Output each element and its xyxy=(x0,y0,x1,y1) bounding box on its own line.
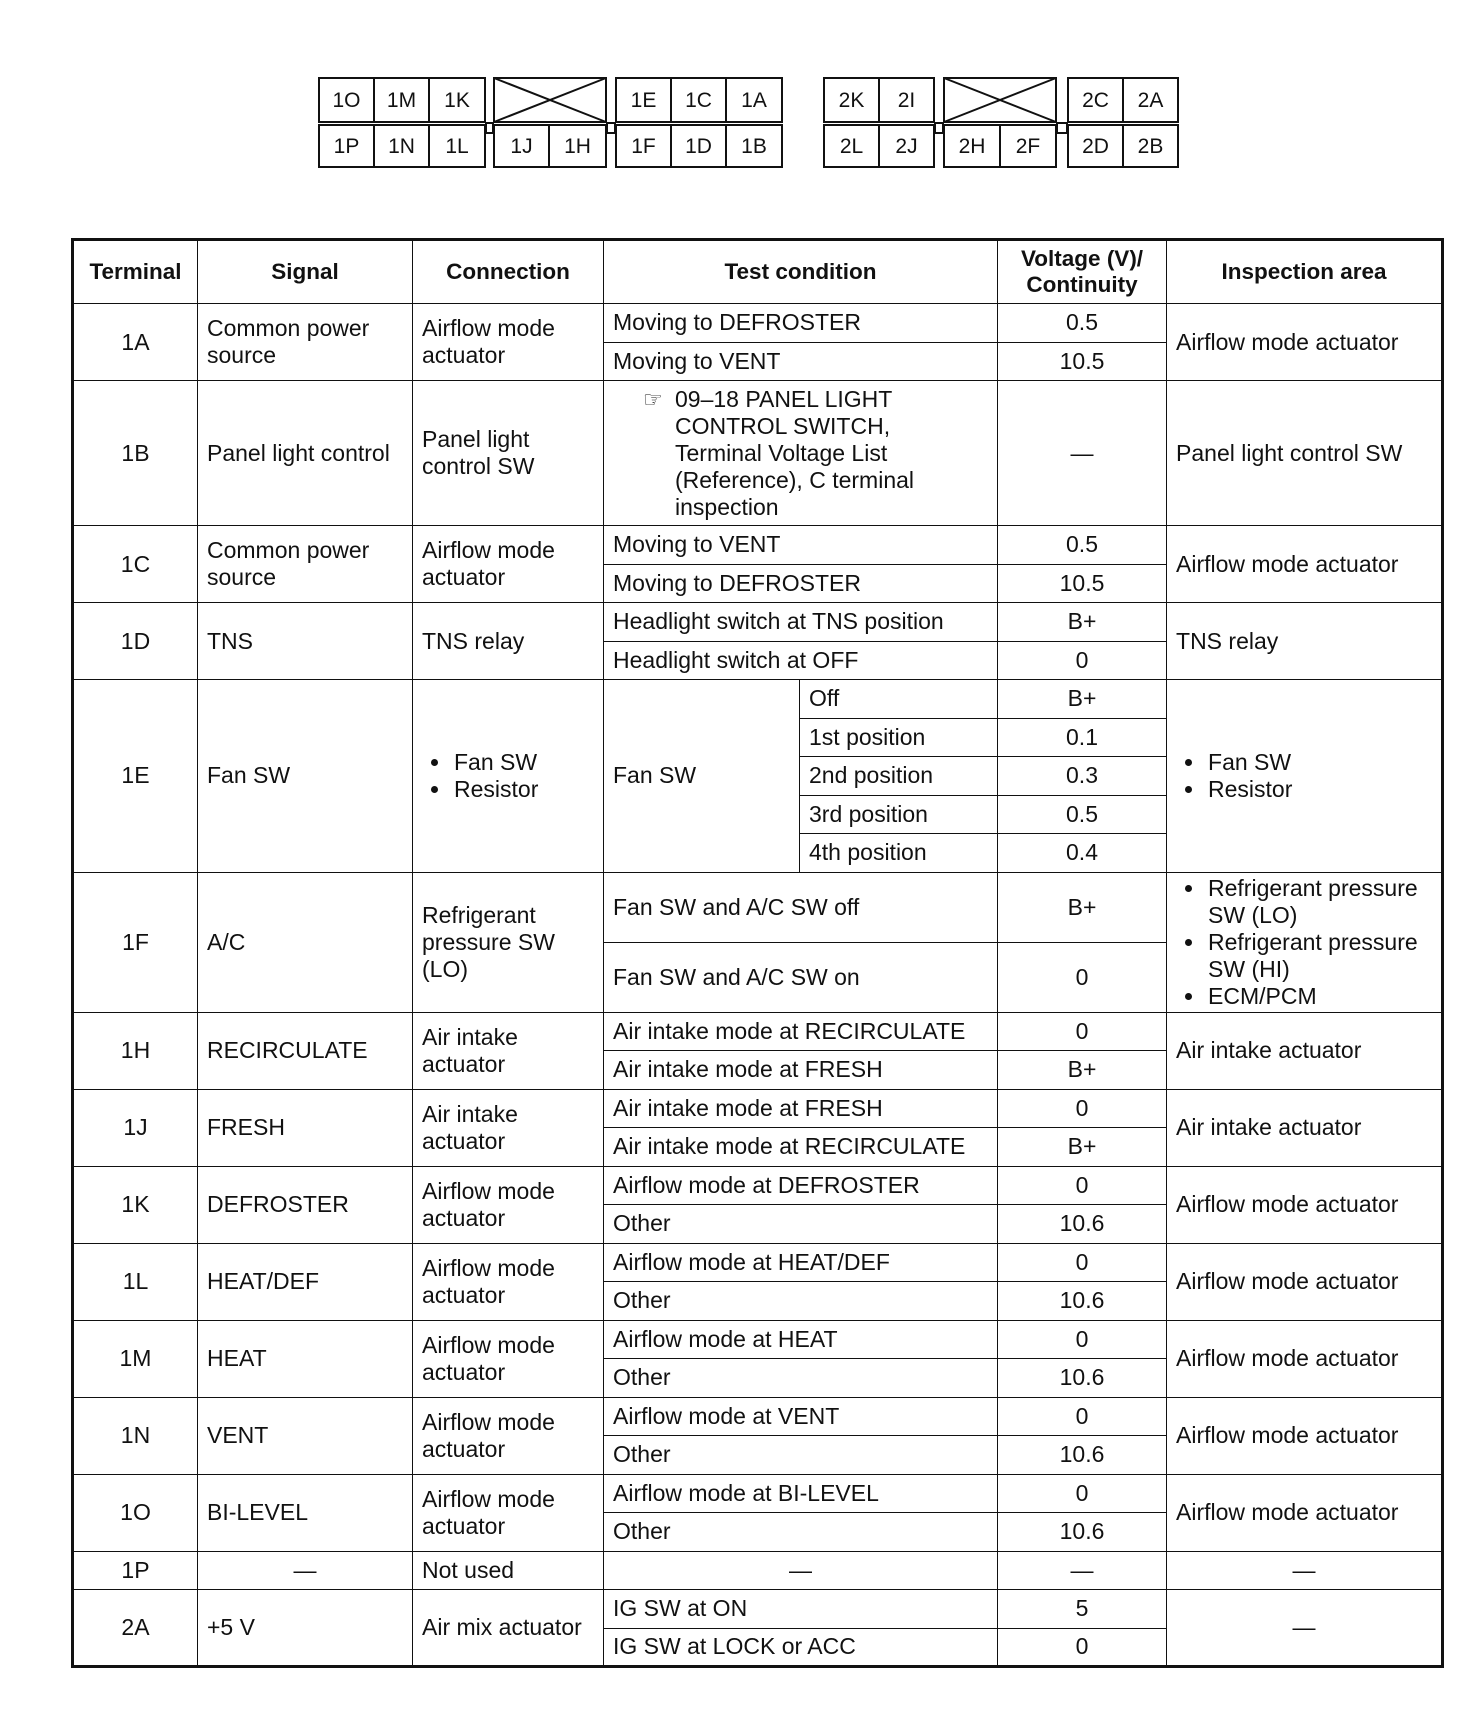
pin-1K: 1K xyxy=(428,77,486,123)
table-row xyxy=(73,304,1443,343)
pin-1C: 1C xyxy=(670,77,727,123)
table-row xyxy=(73,1166,1443,1205)
inspection-cell: Airflow mode actuator xyxy=(1167,304,1443,381)
voltage-cell: 0.5 xyxy=(998,304,1167,343)
voltage-cell: 10.6 xyxy=(998,1513,1167,1552)
table-row xyxy=(73,1320,1443,1359)
voltage-cell: 0 xyxy=(998,1166,1167,1205)
signal-cell: VENT xyxy=(198,1397,413,1474)
condition-cell: Airflow mode at HEAT xyxy=(604,1320,998,1359)
terminal-cell: 1H xyxy=(73,1012,198,1089)
table-row xyxy=(73,872,1443,942)
inspection-cell: Airflow mode actuator xyxy=(1167,1243,1443,1320)
inspection-cell: Airflow mode actuator xyxy=(1167,1474,1443,1551)
condition-cell: Other xyxy=(604,1359,998,1398)
terminal-cell: 1J xyxy=(73,1089,198,1166)
table-row xyxy=(73,526,1443,565)
fan-position-cell: 4th position xyxy=(800,834,998,873)
pin-2I: 2I xyxy=(878,77,935,123)
voltage-cell: 0 xyxy=(998,1628,1167,1667)
voltage-cell: 10.6 xyxy=(998,1436,1167,1475)
voltage-cell: 10.6 xyxy=(998,1359,1167,1398)
condition-cell: Other xyxy=(604,1205,998,1244)
inspection-cell: Airflow mode actuator xyxy=(1167,1397,1443,1474)
condition-cell: Airflow mode at DEFROSTER xyxy=(604,1166,998,1205)
signal-cell: HEAT xyxy=(198,1320,413,1397)
signal-cell: +5 V xyxy=(198,1590,413,1667)
header-test-condition: Test condition xyxy=(604,240,998,304)
connection-cell: Airflow mode actuator xyxy=(413,1166,604,1243)
terminal-cell: 1M xyxy=(73,1320,198,1397)
blank-cavity-x-mark xyxy=(493,77,607,123)
condition-cell: Airflow mode at BI-LEVEL xyxy=(604,1474,998,1513)
inspection-cell: Air intake actuator xyxy=(1167,1012,1443,1089)
condition-cell: Air intake mode at FRESH xyxy=(604,1089,998,1128)
pin-1H: 1H xyxy=(548,124,607,168)
signal-cell: TNS xyxy=(198,603,413,680)
voltage-cell: 5 xyxy=(998,1590,1167,1629)
inspection-cell: — xyxy=(1167,1590,1443,1667)
header-connection: Connection xyxy=(413,240,604,304)
list-item: • Resistor xyxy=(1206,776,1432,803)
terminal-cell: 1C xyxy=(73,526,198,603)
table-row xyxy=(73,1089,1443,1128)
reference-line: Terminal Voltage List xyxy=(675,439,888,466)
voltage-cell: B+ xyxy=(998,1128,1167,1167)
header-inspection-area: Inspection area xyxy=(1167,240,1443,304)
table-header-row xyxy=(73,240,1443,304)
voltage-cell: 10.6 xyxy=(998,1205,1167,1244)
header-signal: Signal xyxy=(198,240,413,304)
pointing-hand-icon: ☞ xyxy=(643,386,663,412)
condition-cell: Fan SW and A/C SW off xyxy=(604,872,998,942)
condition-cell: Air intake mode at RECIRCULATE xyxy=(604,1128,998,1167)
terminal-cell: 1B xyxy=(73,381,198,526)
inspection-cell xyxy=(1167,872,1443,1012)
signal-cell: Common power source xyxy=(198,304,413,381)
condition-cell: — xyxy=(604,1551,998,1590)
reference-line: inspection xyxy=(675,493,779,520)
list-item: • Refrigerant pressure SW (LO) xyxy=(1206,875,1432,929)
pin-1B: 1B xyxy=(725,124,783,168)
inspection-cell: Panel light control SW xyxy=(1167,381,1443,526)
connection-cell: Air mix actuator xyxy=(413,1590,604,1667)
connection-cell: Refrigerant pressure SW (LO) xyxy=(413,872,604,1012)
voltage-cell: B+ xyxy=(998,872,1167,942)
table-row xyxy=(73,1397,1443,1436)
fan-position-cell: 2nd position xyxy=(800,757,998,796)
pin-2K: 2K xyxy=(823,77,880,123)
pin-1A: 1A xyxy=(725,77,783,123)
table-row xyxy=(73,603,1443,642)
condition-cell: Moving to DEFROSTER xyxy=(604,304,998,343)
signal-cell: RECIRCULATE xyxy=(198,1012,413,1089)
inspection-cell: TNS relay xyxy=(1167,603,1443,680)
blank-cavity-x-mark xyxy=(943,77,1057,123)
reference-line: 09–18 PANEL LIGHT xyxy=(675,385,893,412)
reference-text xyxy=(675,386,914,521)
header-voltage-line1: Voltage (V)/ xyxy=(1020,246,1144,271)
reference-note xyxy=(613,386,988,521)
terminal-cell: 1E xyxy=(73,680,198,873)
pin-2B: 2B xyxy=(1122,124,1179,168)
table-row xyxy=(73,1590,1443,1629)
condition-cell: Headlight switch at TNS position xyxy=(604,603,998,642)
voltage-cell: — xyxy=(998,381,1167,526)
signal-cell: FRESH xyxy=(198,1089,413,1166)
voltage-cell: 0 xyxy=(998,641,1167,680)
voltage-cell: 0 xyxy=(998,1474,1167,1513)
condition-cell: IG SW at ON xyxy=(604,1590,998,1629)
condition-cell: Other xyxy=(604,1436,998,1475)
signal-cell: BI-LEVEL xyxy=(198,1474,413,1551)
pin-1O: 1O xyxy=(318,77,375,123)
signal-cell: Panel light control xyxy=(198,381,413,526)
connection-cell: Airflow mode actuator xyxy=(413,1320,604,1397)
signal-cell: A/C xyxy=(198,872,413,1012)
signal-cell: DEFROSTER xyxy=(198,1166,413,1243)
connection-cell: TNS relay xyxy=(413,603,604,680)
table-row xyxy=(73,1551,1443,1590)
terminal-cell: 1A xyxy=(73,304,198,381)
voltage-cell: 10.5 xyxy=(998,564,1167,603)
table-row xyxy=(73,1243,1443,1282)
signal-cell: HEAT/DEF xyxy=(198,1243,413,1320)
terminal-cell: 1L xyxy=(73,1243,198,1320)
list-item: • Fan SW xyxy=(452,749,594,776)
pin-1P: 1P xyxy=(318,124,375,168)
connection-cell: Airflow mode actuator xyxy=(413,304,604,381)
condition-cell: Fan SW xyxy=(604,680,800,873)
condition-cell: Moving to VENT xyxy=(604,526,998,565)
voltage-cell: 0 xyxy=(998,1320,1167,1359)
pin-2J: 2J xyxy=(878,124,935,168)
condition-cell: Other xyxy=(604,1513,998,1552)
inspection-cell: Air intake actuator xyxy=(1167,1089,1443,1166)
list-item: • Fan SW xyxy=(1206,749,1432,776)
condition-cell: Other xyxy=(604,1282,998,1321)
inspection-cell: Airflow mode actuator xyxy=(1167,1320,1443,1397)
condition-cell: Airflow mode at HEAT/DEF xyxy=(604,1243,998,1282)
voltage-cell: 10.6 xyxy=(998,1282,1167,1321)
pin-2F: 2F xyxy=(999,124,1057,168)
inspection-list xyxy=(1176,875,1432,1010)
pin-1L: 1L xyxy=(428,124,486,168)
condition-cell: Fan SW and A/C SW on xyxy=(604,942,998,1012)
terminal-cell: 1F xyxy=(73,872,198,1012)
list-item: • Resistor xyxy=(452,776,594,803)
voltage-cell: 0 xyxy=(998,942,1167,1012)
voltage-cell: B+ xyxy=(998,1051,1167,1090)
condition-cell: Airflow mode at VENT xyxy=(604,1397,998,1436)
inspection-list xyxy=(1176,749,1432,803)
pin-2H: 2H xyxy=(943,124,1001,168)
header-voltage xyxy=(998,240,1167,304)
pin-1D: 1D xyxy=(670,124,727,168)
voltage-cell: 0 xyxy=(998,1012,1167,1051)
voltage-cell: 0 xyxy=(998,1397,1167,1436)
connection-cell: Not used xyxy=(413,1551,604,1590)
header-voltage-line2: Continuity xyxy=(1026,272,1138,297)
condition-cell: Headlight switch at OFF xyxy=(604,641,998,680)
connection-cell xyxy=(413,680,604,873)
condition-cell: Air intake mode at RECIRCULATE xyxy=(604,1012,998,1051)
pin-1J: 1J xyxy=(493,124,550,168)
terminal-cell: 1N xyxy=(73,1397,198,1474)
terminal-cell: 1O xyxy=(73,1474,198,1551)
voltage-cell: 10.5 xyxy=(998,342,1167,381)
condition-cell: IG SW at LOCK or ACC xyxy=(604,1628,998,1667)
pin-1N: 1N xyxy=(373,124,430,168)
signal-cell: Common power source xyxy=(198,526,413,603)
table-row xyxy=(73,381,1443,526)
inspection-cell: Airflow mode actuator xyxy=(1167,1166,1443,1243)
voltage-cell: 0.1 xyxy=(998,718,1167,757)
terminal-cell: 2A xyxy=(73,1590,198,1667)
connection-cell: Airflow mode actuator xyxy=(413,1397,604,1474)
list-item: • Refrigerant pressure SW (HI) xyxy=(1206,929,1432,983)
reference-line: (Reference), C terminal xyxy=(675,466,915,493)
terminal-cell: 1D xyxy=(73,603,198,680)
table-row xyxy=(73,680,1443,719)
inspection-cell: Airflow mode actuator xyxy=(1167,526,1443,603)
fan-position-cell: 1st position xyxy=(800,718,998,757)
connection-cell: Airflow mode actuator xyxy=(413,1243,604,1320)
pin-2A: 2A xyxy=(1122,77,1179,123)
fan-position-cell: 3rd position xyxy=(800,795,998,834)
voltage-cell: 0.3 xyxy=(998,757,1167,796)
pin-2L: 2L xyxy=(823,124,880,168)
list-item: • ECM/PCM xyxy=(1206,983,1432,1010)
condition-cell: Air intake mode at FRESH xyxy=(604,1051,998,1090)
terminal-cell: 1P xyxy=(73,1551,198,1590)
voltage-cell: B+ xyxy=(998,603,1167,642)
connection-cell: Airflow mode actuator xyxy=(413,526,604,603)
fan-position-cell: Off xyxy=(800,680,998,719)
signal-cell: — xyxy=(198,1551,413,1590)
voltage-cell: 0 xyxy=(998,1089,1167,1128)
condition-cell: Moving to DEFROSTER xyxy=(604,564,998,603)
header-terminal: Terminal xyxy=(73,240,198,304)
terminal-voltage-table xyxy=(71,238,1444,1668)
connection-cell: Air intake actuator xyxy=(413,1012,604,1089)
terminal-cell: 1K xyxy=(73,1166,198,1243)
voltage-cell: 0 xyxy=(998,1243,1167,1282)
pin-2C: 2C xyxy=(1067,77,1124,123)
reference-line: CONTROL SWITCH, xyxy=(675,412,891,439)
signal-cell: Fan SW xyxy=(198,680,413,873)
table-row xyxy=(73,1012,1443,1051)
voltage-cell: 0.5 xyxy=(998,795,1167,834)
condition-cell: Moving to VENT xyxy=(604,342,998,381)
inspection-cell xyxy=(1167,680,1443,873)
condition-cell xyxy=(604,381,998,526)
voltage-cell: 0.4 xyxy=(998,834,1167,873)
connection-cell: Panel light control SW xyxy=(413,381,604,526)
pin-2D: 2D xyxy=(1067,124,1124,168)
pin-1E: 1E xyxy=(615,77,672,123)
pin-1F: 1F xyxy=(615,124,672,168)
table-row xyxy=(73,1474,1443,1513)
voltage-cell: B+ xyxy=(998,680,1167,719)
connection-cell: Airflow mode actuator xyxy=(413,1474,604,1551)
inspection-cell: — xyxy=(1167,1551,1443,1590)
voltage-cell: — xyxy=(998,1551,1167,1590)
connection-list xyxy=(422,749,594,803)
connection-cell: Air intake actuator xyxy=(413,1089,604,1166)
voltage-cell: 0.5 xyxy=(998,526,1167,565)
pin-1M: 1M xyxy=(373,77,430,123)
